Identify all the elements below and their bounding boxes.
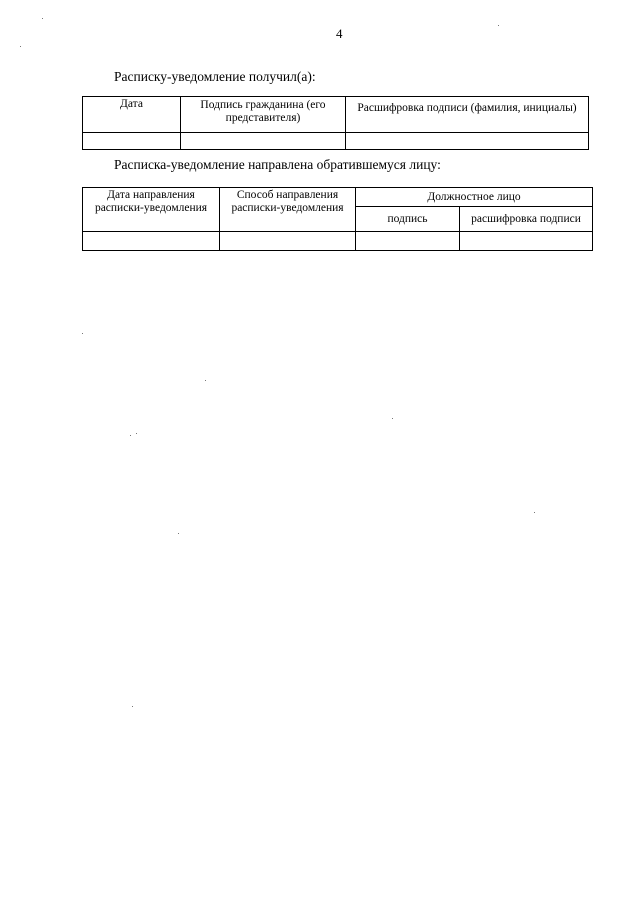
official-decoding-cell[interactable] — [460, 232, 593, 251]
receipt-table-header-row — [83, 97, 589, 133]
sent-heading: Расписка-уведомление направлена обратившемуся лицу: — [114, 157, 441, 172]
scan-speck — [42, 18, 43, 19]
sent-method-cell[interactable] — [220, 232, 356, 251]
scan-speck — [132, 706, 133, 707]
scan-speck — [534, 512, 535, 513]
sent-table-header-row — [83, 188, 593, 207]
receipt-table-empty-row — [83, 133, 589, 150]
receipt-date-cell[interactable] — [83, 133, 181, 150]
sent-date-cell[interactable] — [83, 232, 220, 251]
scan-speck — [178, 533, 179, 534]
sent-table-empty-row — [83, 232, 593, 251]
receipt-date-header: Дата — [83, 97, 181, 133]
scan-speck — [130, 435, 131, 436]
receipt-signature-header: Подпись гражданина (его представителя) — [181, 97, 346, 133]
scan-speck — [392, 418, 393, 419]
receipt-heading: Расписку-уведомление получил(а): — [114, 69, 316, 84]
sent-table — [82, 187, 593, 251]
receipt-table — [82, 96, 589, 150]
receipt-signature-cell[interactable] — [181, 133, 346, 150]
sent-method-header: Способ направления расписки-уведомления — [220, 188, 356, 232]
official-header: Должностное лицо — [356, 188, 593, 207]
page-number: 4 — [336, 26, 343, 41]
official-signature-header: подпись — [356, 207, 460, 232]
scan-speck — [136, 433, 137, 434]
scan-speck — [82, 333, 83, 334]
scan-speck — [205, 380, 206, 381]
sent-date-header: Дата направления расписки-уведомления — [83, 188, 220, 232]
official-signature-cell[interactable] — [356, 232, 460, 251]
official-decoding-header: расшифровка подписи — [460, 207, 593, 232]
scan-speck — [20, 46, 21, 47]
receipt-decoding-header: Расшифровка подписи (фамилия, инициалы) — [346, 97, 589, 133]
scan-speck — [498, 25, 499, 26]
receipt-decoding-cell[interactable] — [346, 133, 589, 150]
